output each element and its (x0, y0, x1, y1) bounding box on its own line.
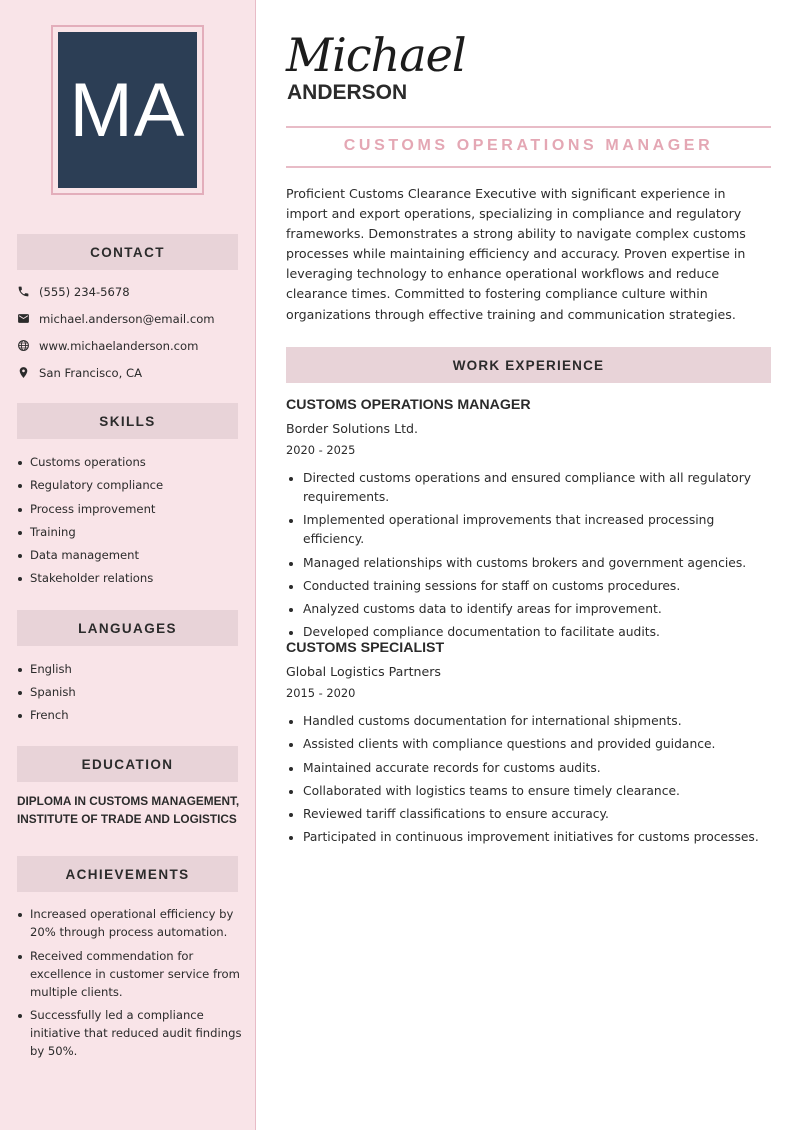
list-item: Successfully led a compliance initiative that reduced audit findings by 50%. (17, 1006, 242, 1060)
list-item: Managed relationships with customs brokers and government agencies. (286, 554, 771, 573)
list-item: Reviewed tariff classifications to ensure accuracy. (286, 805, 771, 824)
languages-list (17, 660, 242, 729)
education-degree: DIPLOMA IN CUSTOMS MANAGEMENT, (17, 794, 240, 808)
contact-email-text: michael.anderson@email.com (39, 311, 215, 326)
contact-location (17, 359, 242, 386)
job-entry (286, 397, 771, 647)
list-item: Process improvement (17, 500, 242, 518)
education-entry (17, 792, 247, 828)
work-experience-header: WORK EXPERIENCE (286, 347, 771, 383)
phone-icon (17, 285, 39, 299)
contact-email[interactable] (17, 305, 242, 332)
list-item: Customs operations (17, 453, 242, 471)
first-name: Michael (286, 28, 466, 82)
title-rule-bottom (286, 166, 771, 168)
list-item: Spanish (17, 683, 242, 701)
contact-phone-text: (555) 234-5678 (39, 284, 130, 299)
job-company: Border Solutions Ltd. (286, 421, 419, 436)
skills-header: SKILLS (17, 403, 238, 439)
list-item: Assisted clients with compliance questions and provided guidance. (286, 735, 771, 754)
monogram: MA (58, 32, 197, 188)
contact-phone[interactable] (17, 278, 242, 305)
list-item: Increased operational efficiency by 20% through process automation. (17, 905, 242, 941)
sidebar (0, 0, 256, 1130)
languages-header: LANGUAGES (17, 610, 238, 646)
list-item: Developed compliance documentation to facilitate audits. (286, 623, 771, 642)
job-company: Global Logistics Partners (286, 664, 441, 679)
list-item: Stakeholder relations (17, 569, 242, 587)
job-title: CUSTOMS OPERATIONS MANAGER (343, 137, 714, 154)
job-entry (286, 640, 771, 852)
list-item: Training (17, 523, 242, 541)
contact-list (17, 278, 242, 386)
list-item: Conducted training sessions for staff on customs procedures. (286, 577, 771, 596)
contact-location-text: San Francisco, CA (39, 365, 143, 380)
list-item: French (17, 706, 242, 724)
list-item: Regulatory compliance (17, 476, 242, 494)
education-institution: INSTITUTE OF TRADE AND LOGISTICS (17, 812, 237, 826)
list-item: Collaborated with logistics teams to ensure timely clearance. (286, 782, 771, 801)
email-icon (17, 312, 39, 326)
list-item: Data management (17, 546, 242, 564)
job-role: CUSTOMS OPERATIONS MANAGER (286, 397, 531, 413)
job-bullets (286, 712, 771, 847)
list-item: Implemented operational improvements that increased processing efficiency. (286, 511, 771, 549)
contact-website[interactable] (17, 332, 242, 359)
list-item: Maintained accurate records for customs audits. (286, 759, 771, 778)
list-item: Participated in continuous improvement initiatives for customs processes. (286, 828, 771, 847)
job-dates: 2015 - 2020 (286, 686, 356, 700)
achievements-header: ACHIEVEMENTS (17, 856, 238, 892)
contact-website-text: www.michaelanderson.com (39, 338, 199, 353)
list-item: Analyzed customs data to identify areas for improvement. (286, 600, 771, 619)
skills-list (17, 453, 242, 593)
globe-icon (17, 339, 39, 353)
last-name: ANDERSON (287, 81, 408, 104)
list-item: English (17, 660, 242, 678)
achievements-list (17, 905, 242, 1066)
monogram-frame (51, 25, 204, 195)
location-pin-icon (17, 366, 39, 380)
job-dates: 2020 - 2025 (286, 443, 356, 457)
title-rule-top (286, 126, 771, 128)
list-item: Directed customs operations and ensured compliance with all regulatory requirements. (286, 469, 771, 507)
contact-header: CONTACT (17, 234, 238, 270)
list-item: Handled customs documentation for international shipments. (286, 712, 771, 731)
education-header: EDUCATION (17, 746, 238, 782)
list-item: Received commendation for excellence in customer service from multiple clients. (17, 947, 242, 1001)
job-bullets (286, 469, 771, 642)
job-role: CUSTOMS SPECIALIST (286, 640, 445, 656)
summary: Proficient Customs Clearance Executive with significant experience in import and export operations, specializing in compliance and regulatory frameworks. Demonstrates a strong ability to navigate complex customs processes while maintaining efficiency and accuracy. Proven expertise in leveraging technology to enhance operational workflows and reduce clearance times. Committed to fostering compliance culture within organizations through effective training and communication strategies. (286, 186, 746, 322)
